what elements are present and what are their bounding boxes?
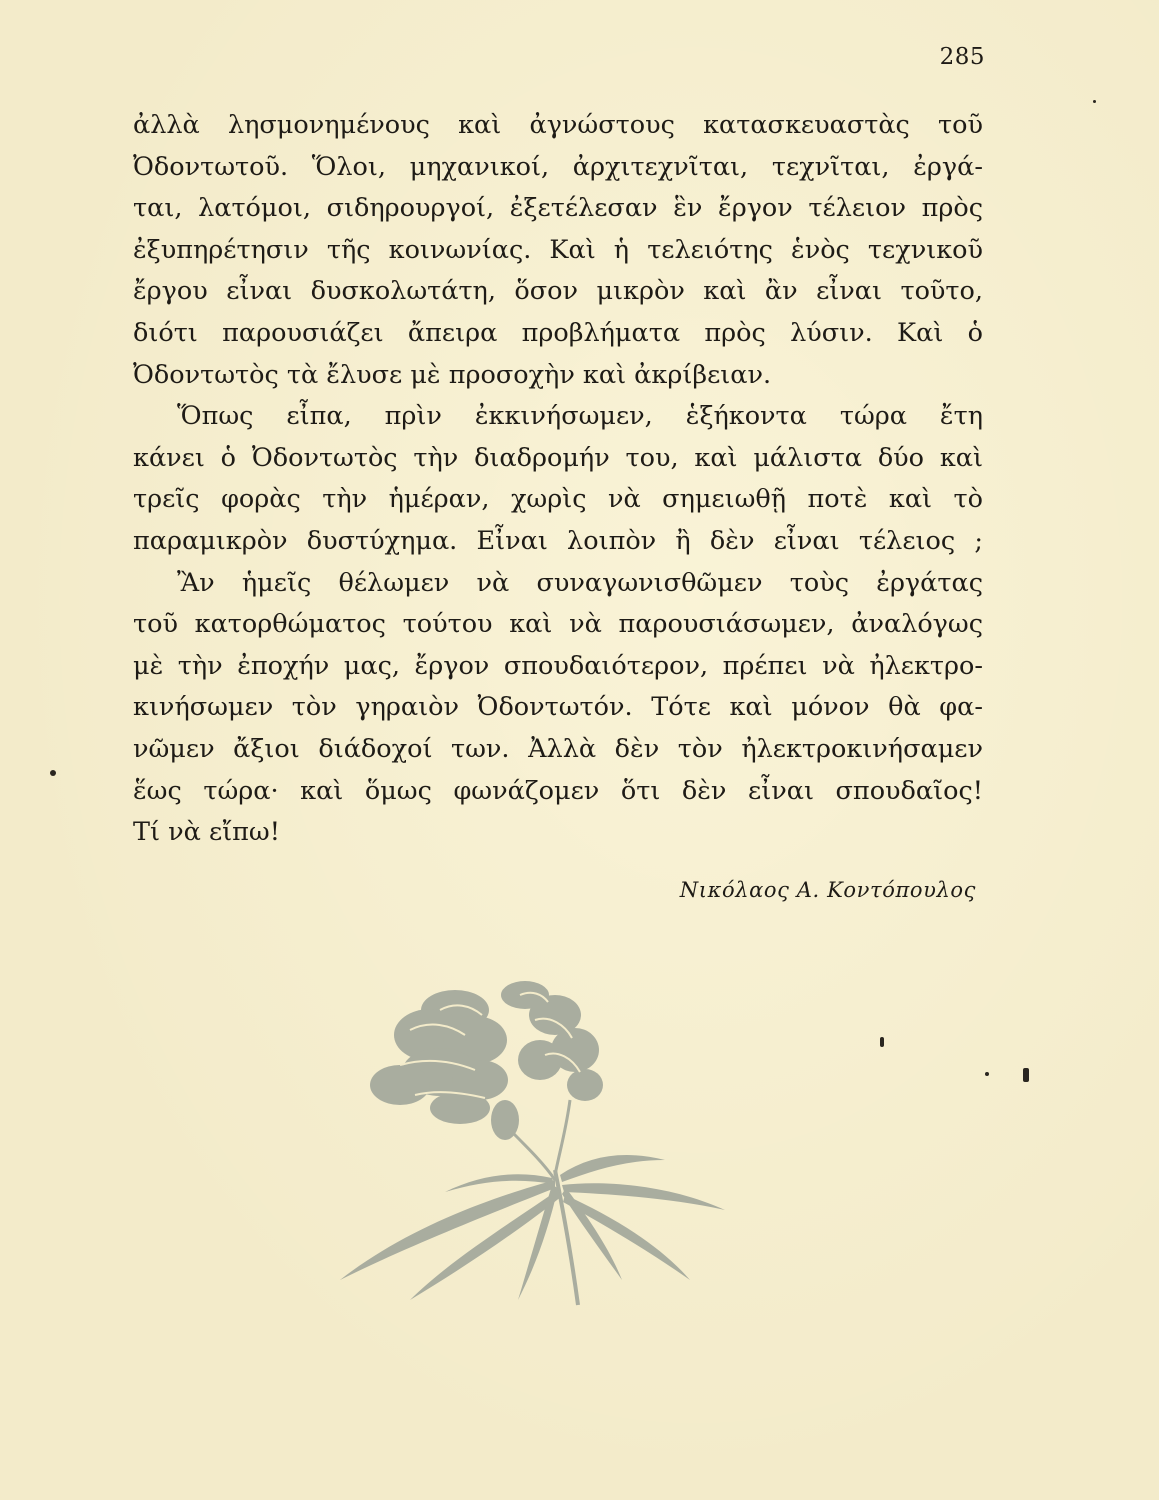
paper-speck — [880, 1037, 884, 1047]
paper-speck — [1023, 1068, 1029, 1082]
text-line: ἀλλὰ λησμονημένους καὶ ἀγνώστους κατασκευαστὰς τοῦ — [133, 110, 983, 140]
paper-speck — [1093, 100, 1096, 103]
text-line: τοῦ κατορθώματος τούτου καὶ νὰ παρουσιάσωμεν, ἀναλόγως — [133, 609, 983, 640]
text-line: Ὀδοντωτὸς τὰ ἔλυσε μὲ προσοχὴν καὶ ἀκρίβειαν. — [133, 359, 772, 390]
text-line: παραμικρὸν δυστύχημα. Εἶναι λοιπὸν ἢ δὲν εἶναι τέλειος ; — [133, 525, 983, 556]
text-line: ἐξυπηρέτησιν τῆς κοινωνίας. Καὶ ἡ τελειότης ἑνὸς τεχνικοῦ — [133, 234, 983, 265]
text-line: τρεῖς φορὰς τὴν ἡμέραν, χωρὶς νὰ σημειωθῇ ποτὲ καὶ τὸ — [133, 484, 983, 515]
text-line: Τί νὰ εἴπω! — [133, 817, 280, 848]
text-line: Ἂν ἡμεῖς θέλωμεν νὰ συναγωνισθῶμεν τοὺς ἐργάτας — [177, 567, 983, 598]
text-line: κινήσωμεν τὸν γηραιὸν Ὀδοντωτόν. Τότε καὶ μόνον θὰ φα- — [133, 692, 983, 723]
body-text — [133, 105, 983, 854]
text-line: Ὀδοντωτοῦ. Ὅλοι, μηχανικοί, ἀρχιτεχνῖται, τεχνῖται, ἐργά- — [133, 151, 983, 182]
text-line: μὲ τὴν ἐποχήν μας, ἔργον σπουδαιότερον, πρέπει νὰ ἠλεκτρο- — [133, 650, 983, 681]
text-line: Ὅπως εἶπα, πρὶν ἐκκινήσωμεν, ἑξήκοντα τώρα ἔτη — [177, 401, 983, 432]
paper-speck — [50, 770, 56, 776]
paper-speck — [985, 1072, 989, 1076]
text-line: ται, λατόμοι, σιδηρουργοί, ἐξετέλεσαν ἓν ἔργον τέλειον πρὸς — [133, 193, 983, 224]
text-line: διότι παρουσιάζει ἄπειρα προβλήματα πρὸς λύσιν. Καὶ ὁ — [133, 317, 983, 348]
text-line: ἔργου εἶναι δυσκολωτάτη, ὅσον μικρὸν καὶ ἂν εἶναι τοῦτο, — [133, 276, 983, 307]
flower-ornament-icon — [340, 980, 730, 1310]
text-line: νῶμεν ἄξιοι διάδοχοί των. Ἀλλὰ δὲν τὸν ἠλεκτροκινήσαμεν — [133, 733, 983, 764]
author-signature: Νικόλαος Α. Κοντόπουλος — [679, 878, 976, 902]
text-line: κάνει ὁ Ὀδοντωτὸς τὴν διαδρομήν του, καὶ μάλιστα δύο καὶ — [133, 442, 983, 473]
page-number: 285 — [939, 44, 985, 70]
text-line: ἕως τώρα· καὶ ὅμως φωνάζομεν ὅτι δὲν εἶναι σπουδαῖος! — [133, 775, 983, 806]
